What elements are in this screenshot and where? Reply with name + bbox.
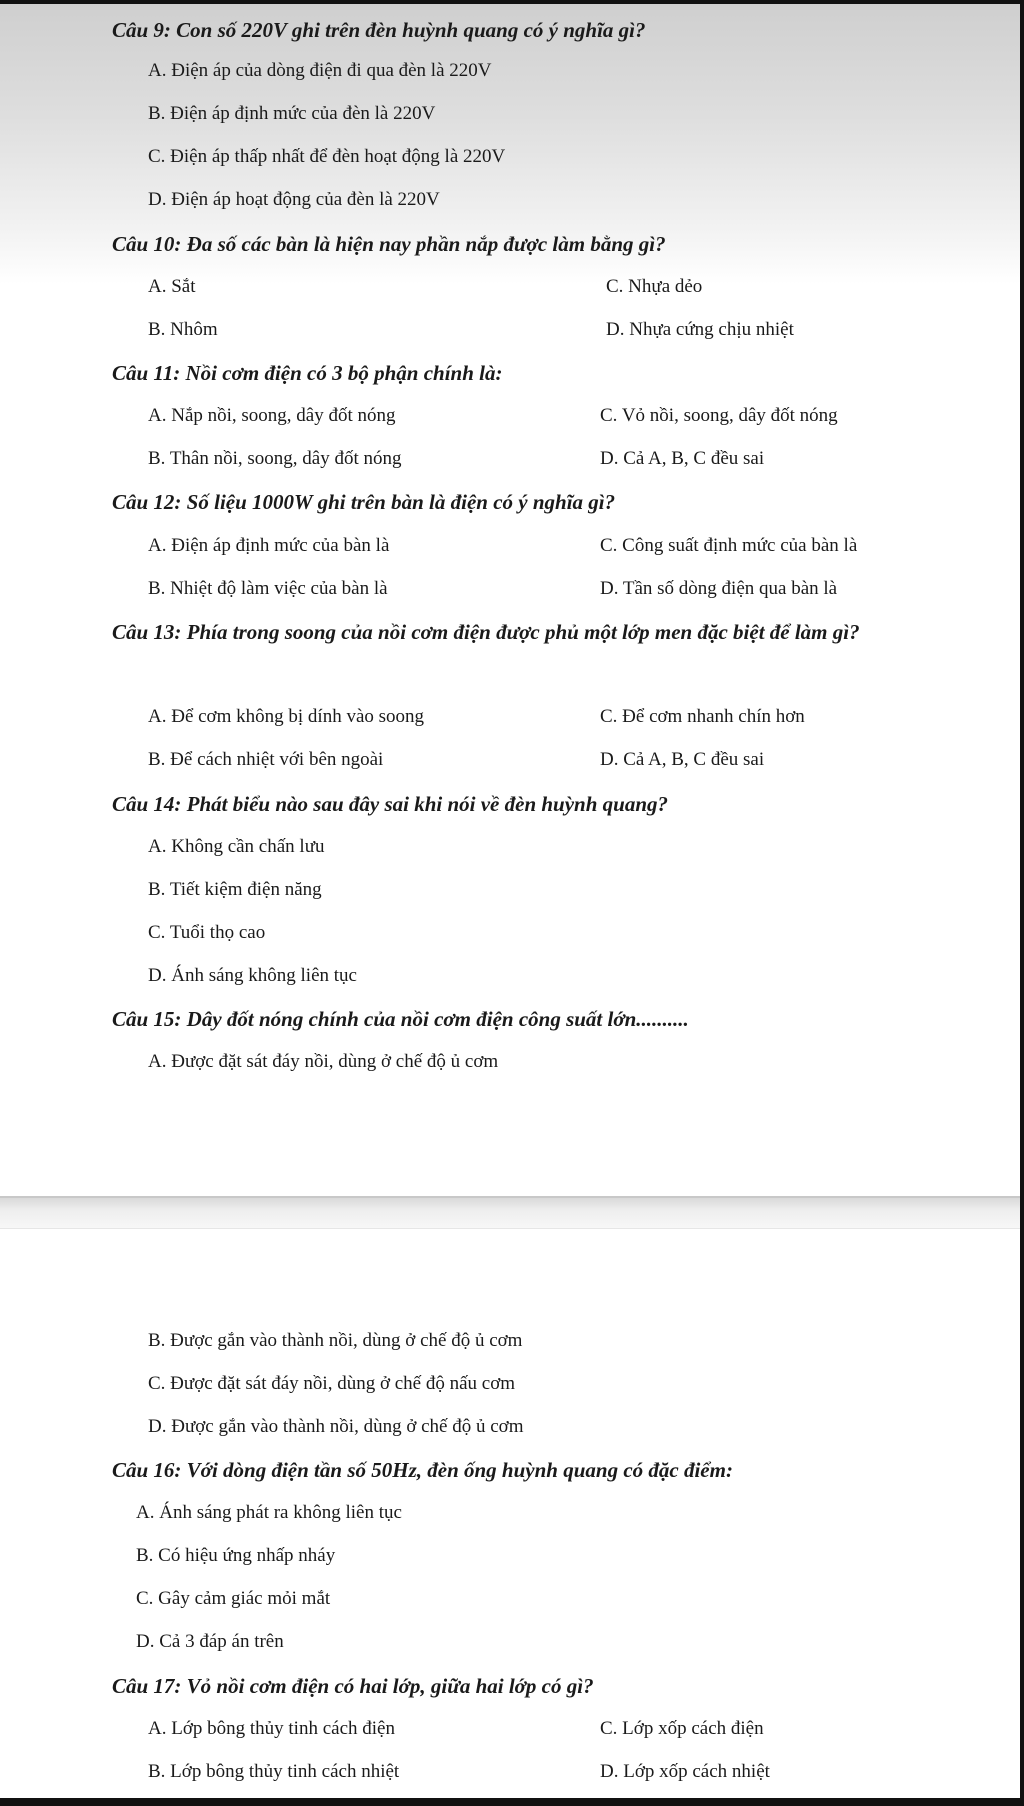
question-9: Câu 9: Con số 220V ghi trên đèn huỳnh quang có ý nghĩa gì? (112, 18, 646, 42)
q13-option-d: D. Cả A, B, C đều sai (600, 749, 765, 770)
q13-option-a: A. Để cơm không bị dính vào soong (148, 706, 425, 727)
q12-option-d: D. Tần số dòng điện qua bàn là (600, 578, 838, 599)
q16-option-a: A. Ánh sáng phát ra không liên tục (136, 1502, 402, 1523)
q9-option-d: D. Điện áp hoạt động của đèn là 220V (148, 189, 440, 210)
q14-option-a: A. Không cần chấn lưu (148, 836, 325, 857)
q11-option-c: C. Vỏ nồi, soong, dây đốt nóng (600, 405, 838, 426)
q12-option-b: B. Nhiệt độ làm việc của bàn là (148, 578, 388, 599)
q17-option-c: C. Lớp xốp cách điện (600, 1718, 764, 1739)
q13-option-c: C. Để cơm nhanh chín hơn (600, 706, 805, 727)
q15-option-b: B. Được gắn vào thành nồi, dùng ở chế độ ủ cơm (148, 1330, 523, 1351)
q16-option-b: B. Có hiệu ứng nhấp nháy (136, 1545, 336, 1566)
question-13: Câu 13: Phía trong soong của nồi cơm điện được phủ một lớp men đặc biệt để làm gì? (112, 620, 860, 644)
q12-option-c: C. Công suất định mức của bàn là (600, 535, 858, 556)
q15-option-c: C. Được đặt sát đáy nồi, dùng ở chế độ nấu cơm (148, 1373, 516, 1394)
question-14: Câu 14: Phát biểu nào sau đây sai khi nói về đèn huỳnh quang? (112, 792, 669, 816)
q14-option-d: D. Ánh sáng không liên tục (148, 965, 357, 986)
q11-option-a: A. Nắp nồi, soong, dây đốt nóng (148, 405, 396, 426)
question-15: Câu 15: Dây đốt nóng chính của nồi cơm điện công suất lớn.......... (112, 1007, 689, 1031)
q10-option-a: A. Sắt (148, 276, 196, 297)
q11-option-b: B. Thân nồi, soong, dây đốt nóng (148, 448, 402, 469)
q15-option-d: D. Được gắn vào thành nồi, dùng ở chế độ ủ cơm (148, 1416, 524, 1437)
q9-option-b: B. Điện áp định mức của đèn là 220V (148, 103, 436, 124)
q17-option-d: D. Lớp xốp cách nhiệt (600, 1761, 770, 1782)
q17-option-b: B. Lớp bông thủy tinh cách nhiệt (148, 1761, 400, 1782)
q17-option-a: A. Lớp bông thủy tinh cách điện (148, 1718, 395, 1739)
q16-option-d: D. Cả 3 đáp án trên (136, 1631, 284, 1652)
q10-option-b: B. Nhôm (148, 319, 218, 340)
q10-option-c: C. Nhựa dẻo (606, 276, 703, 297)
q9-option-a: A. Điện áp của dòng điện đi qua đèn là 220V (148, 60, 492, 81)
screen-border-bottom (0, 1798, 1024, 1806)
page-break (0, 1196, 1020, 1229)
q12-option-a: A. Điện áp định mức của bàn là (148, 535, 390, 556)
q11-option-d: D. Cả A, B, C đều sai (600, 448, 765, 469)
q14-option-b: B. Tiết kiệm điện năng (148, 879, 322, 900)
screen-border-right (1020, 0, 1024, 1806)
question-16: Câu 16: Với dòng điện tần số 50Hz, đèn ống huỳnh quang có đặc điểm: (112, 1458, 733, 1482)
question-11: Câu 11: Nồi cơm điện có 3 bộ phận chính là: (112, 361, 503, 385)
q14-option-c: C. Tuổi thọ cao (148, 922, 266, 943)
question-10: Câu 10: Đa số các bàn là hiện nay phần nắp được làm bằng gì? (112, 232, 666, 256)
q15-option-a: A. Được đặt sát đáy nồi, dùng ở chế độ ủ cơm (148, 1051, 499, 1072)
screen-border-top (0, 0, 1024, 4)
q16-option-c: C. Gây cảm giác mỏi mắt (136, 1588, 331, 1609)
q10-option-d: D. Nhựa cứng chịu nhiệt (606, 319, 794, 340)
q13-option-b: B. Để cách nhiệt với bên ngoài (148, 749, 384, 770)
question-17: Câu 17: Vỏ nồi cơm điện có hai lớp, giữa hai lớp có gì? (112, 1674, 594, 1698)
question-12: Câu 12: Số liệu 1000W ghi trên bàn là điện có ý nghĩa gì? (112, 490, 616, 514)
q9-option-c: C. Điện áp thấp nhất để đèn hoạt động là 220V (148, 146, 506, 167)
